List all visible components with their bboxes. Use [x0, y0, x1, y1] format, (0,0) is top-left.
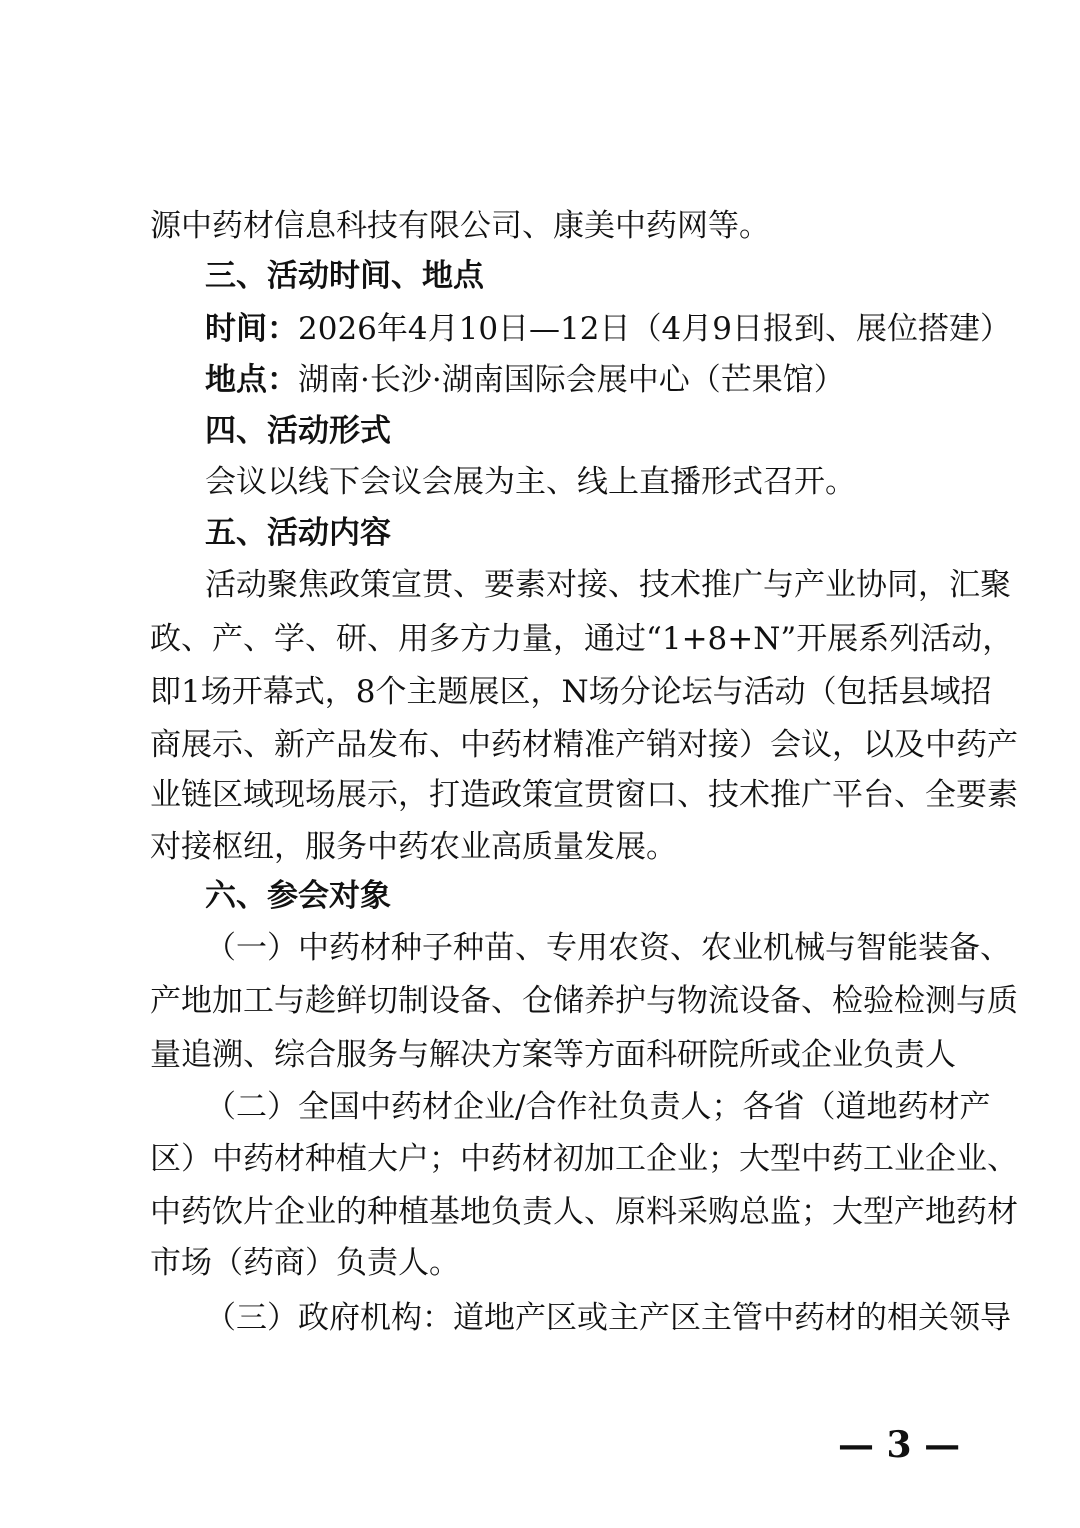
- section-5-line: 即1场开幕式，8个主题展区，N场分论坛与活动（包括县域招: [150, 674, 992, 710]
- section-3-heading: 三、活动时间、地点: [205, 258, 484, 294]
- page-number: — 3 —: [838, 1424, 961, 1466]
- place-line: [205, 360, 1080, 400]
- section-5-line: 商展示、新产品发布、中药材精准产销对接）会议，以及中药产: [150, 727, 1018, 763]
- section-6-item-1-line: （一）中药材种子种苗、专用农资、农业机械与智能装备、: [205, 930, 1011, 966]
- section-6-item-3-line: （三）政府机构：道地产区或主产区主管中药材的相关领导: [205, 1300, 1011, 1336]
- section-6-item-2-line: 市场（药商）负责人。: [150, 1245, 460, 1281]
- section-5-line: 活动聚焦政策宣贯、要素对接、技术推广与产业协同，汇聚: [205, 567, 1011, 603]
- time-line: [205, 309, 1080, 349]
- section-6-item-1-line: 量追溯、综合服务与解决方案等方面科研院所或企业负责人: [150, 1037, 956, 1073]
- section-5-line: 业链区域现场展示，打造政策宣贯窗口、技术推广平台、全要素: [150, 777, 1018, 813]
- section-6-heading: 六、参会对象: [205, 878, 391, 914]
- section-5-heading: 五、活动内容: [205, 515, 391, 551]
- intro-tail-line: 源中药材信息科技有限公司、康美中药网等。: [150, 208, 770, 244]
- section-4-body: 会议以线下会议会展为主、线上直播形式召开。: [205, 464, 856, 500]
- section-4-heading: 四、活动形式: [205, 413, 391, 449]
- section-5-line: 政、产、学、研、用多方力量，通过“1+8+N”开展系列活动，: [150, 621, 1014, 657]
- section-6-item-2-line: （二）全国中药材企业/合作社负责人；各省（道地药材产: [205, 1089, 991, 1125]
- section-6-item-2-line: 中药饮片企业的种植基地负责人、原料采购总监；大型产地药材: [150, 1194, 1018, 1230]
- section-5-line: 对接枢纽，服务中药农业高质量发展。: [150, 829, 677, 865]
- time-value: 2026年4月10日—12日（4月9日报到、展位搭建）: [298, 311, 1011, 347]
- place-value: 湖南·长沙·湖南国际会展中心（芒果馆）: [298, 362, 845, 398]
- place-label: 地点：: [205, 362, 298, 398]
- section-6-item-1-line: 产地加工与趁鲜切制设备、仓储养护与物流设备、检验检测与质: [150, 983, 1018, 1019]
- section-6-item-2-line: 区）中药材种植大户；中药材初加工企业；大型中药工业企业、: [150, 1141, 1018, 1177]
- time-label: 时间：: [205, 311, 298, 347]
